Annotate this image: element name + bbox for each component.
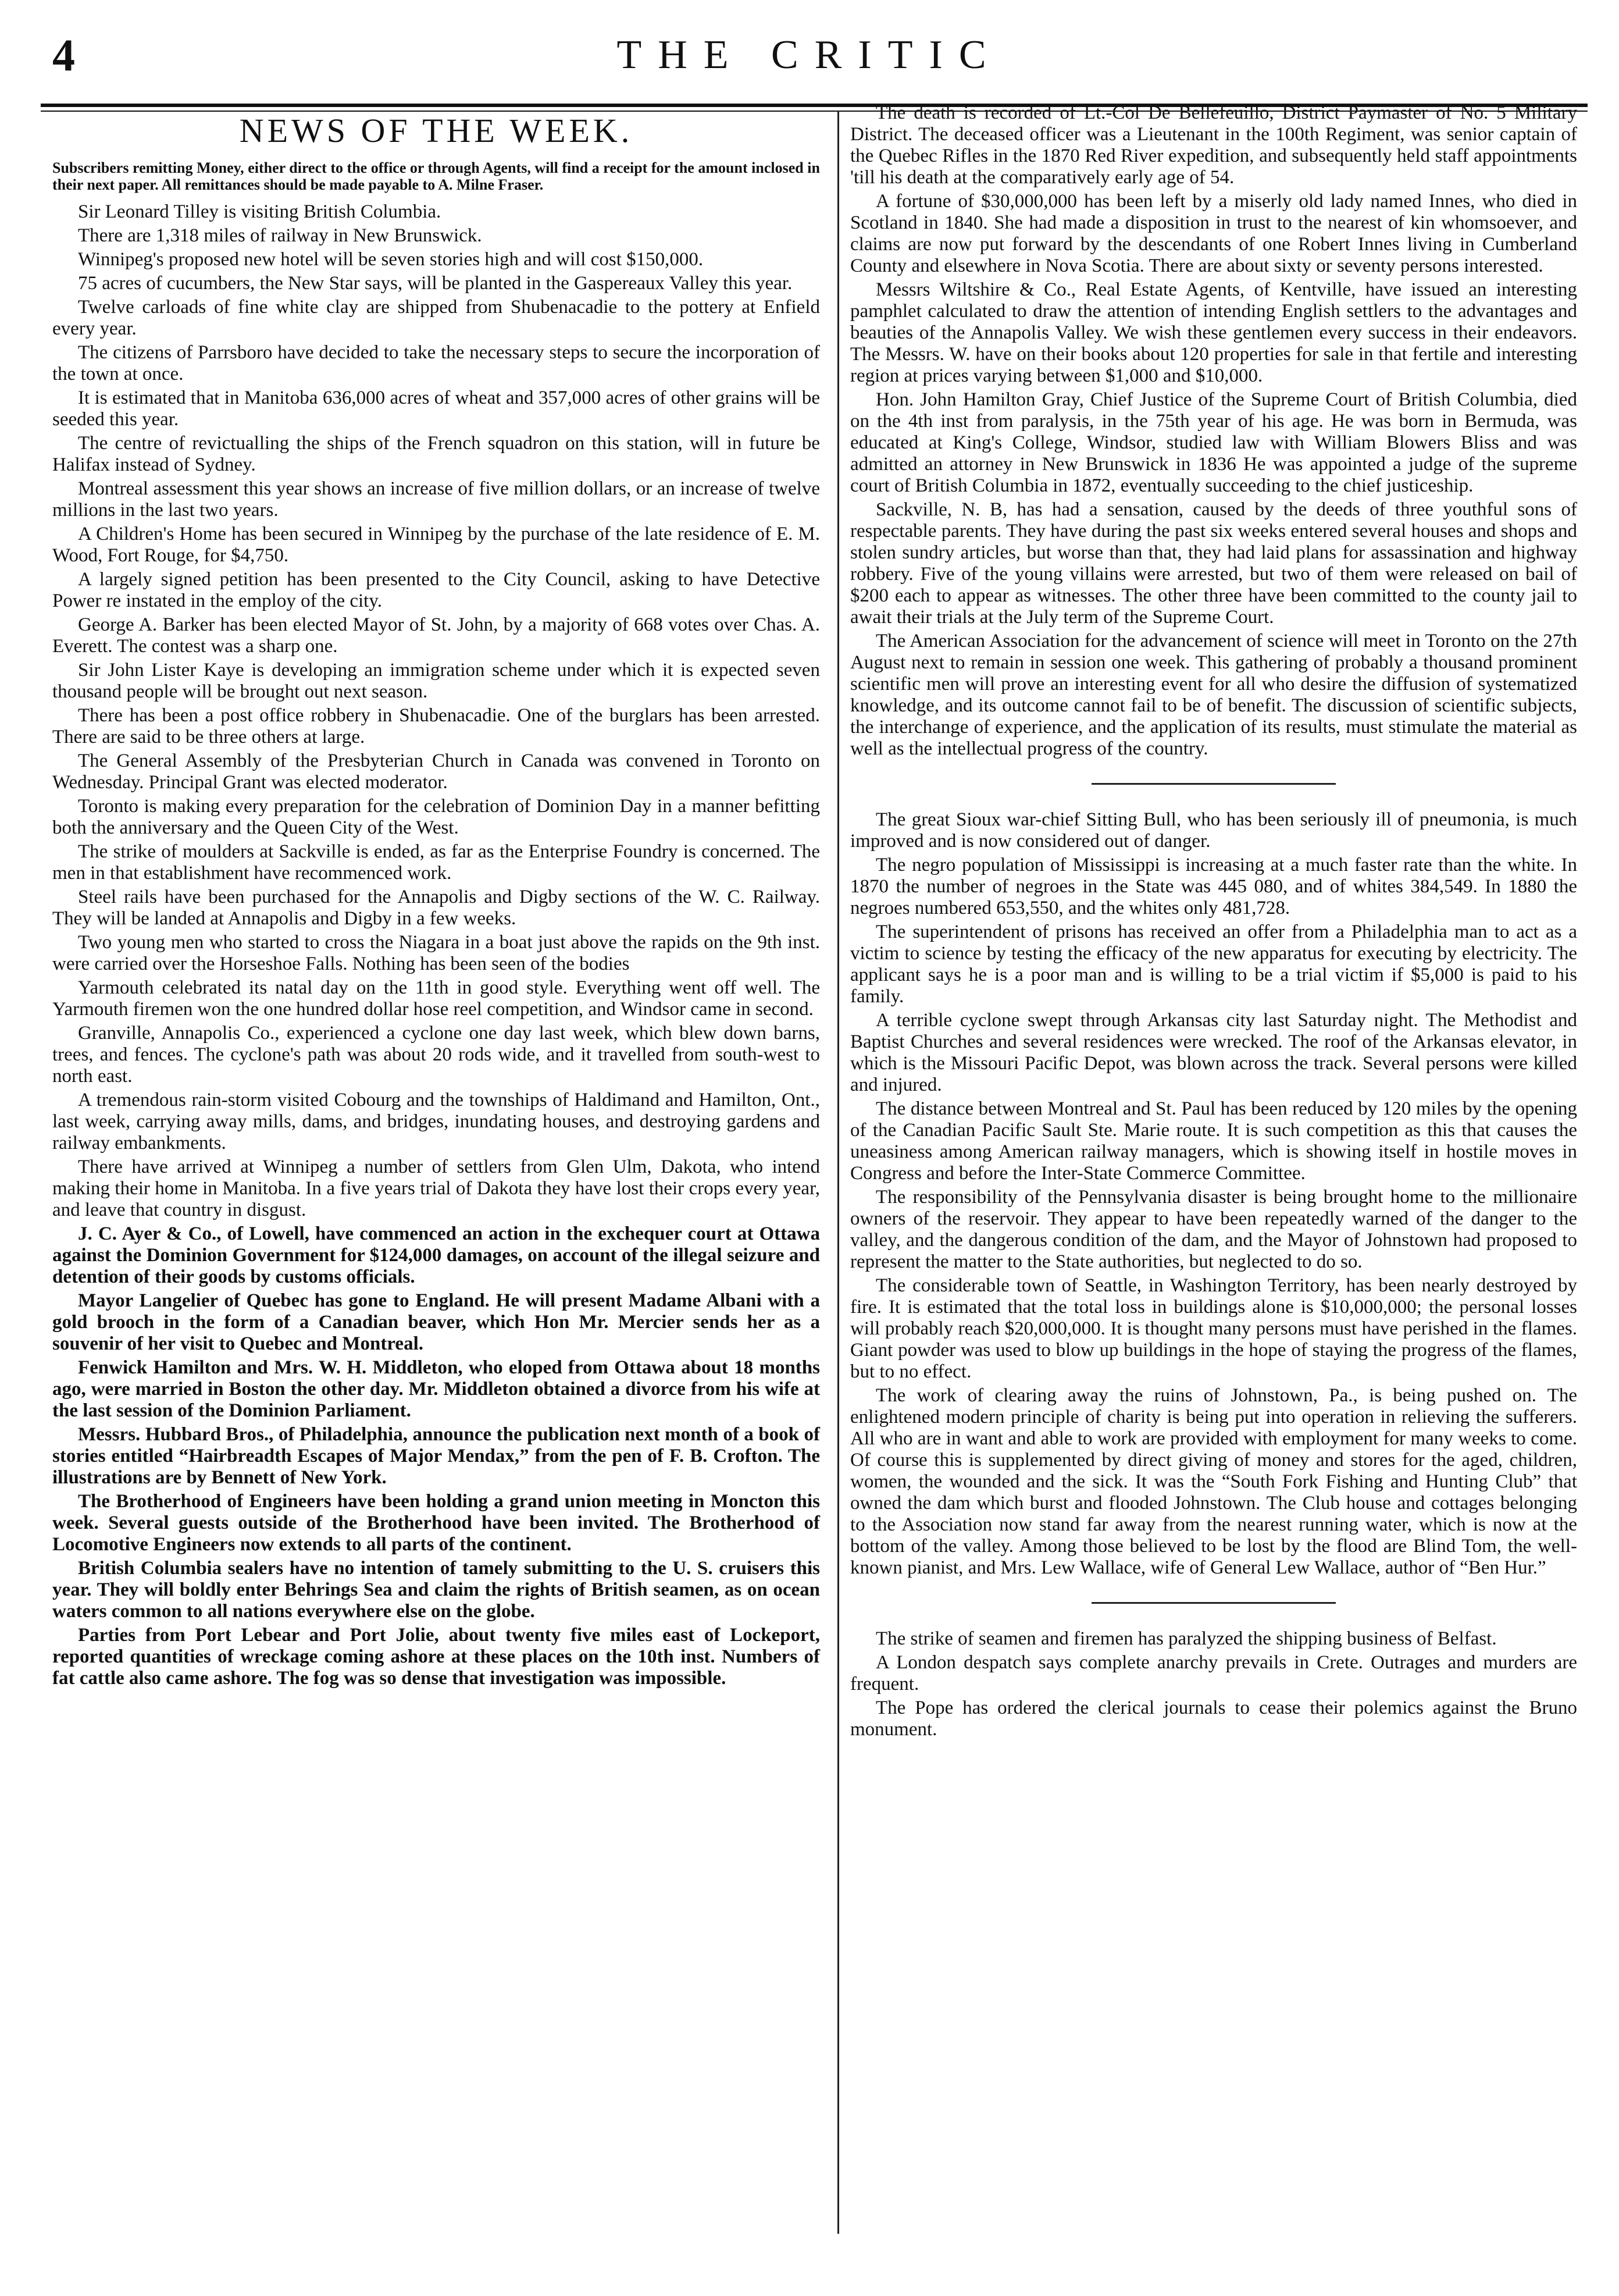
news-item-bold: Parties from Port Lebear and Port Jolie, about twenty five miles east of Lockeport, reported quantities of wreckage coming ashore at these places on the 10th inst. Numbers of fat cattle also came ashore. The fog was so dense that investigation was impossible.: [52, 1625, 820, 1689]
news-item: The work of clearing away the ruins of Johnstown, Pa., is being pushed on. The enlightened modern principle of charity is being put into operation in relieving the sufferers. All who are in want and able to work are provided with employment for many weeks to come. Of course this is supplemented by direct giving of money and stores for the aged, children, women, the wounded and the sick. It was the “South Fork Fishing and Hunting Club” that owned the dam which burst and flooded Johnstown. The Club house and cottages belonging to the Association now stand far away from the nearest running water, which is now at the bottom of the valley. Among those believed to be lost by the flood are Blind Tom, the well-known pianist, and Mrs. Lew Wallace, wife of General Lew Wallace, author of “Ben Hur.”: [850, 1385, 1577, 1578]
publication-title: THE CRITIC: [616, 33, 1003, 77]
news-item: Winnipeg's proposed new hotel will be seven stories high and will cost $150,000.: [78, 249, 704, 270]
news-item-bold: The Brotherhood of Engineers have been holding a grand union meeting in Moncton this week. Several guests outside of the Brotherhood have been invited. The Brotherhood of Locomotive Engineers now extends to all parts of the continent.: [52, 1491, 820, 1555]
news-item: George A. Barker has been elected Mayor of St. John, by a majority of 668 votes over Chas. A. Everett. The contest was a sharp one.: [52, 614, 820, 657]
news-item: There have arrived at Winnipeg a number of settlers from Glen Ulm, Dakota, who intend making their home in Manitoba. In a five years trial of Dakota they have lost their crops every year, and leave that country in disgust.: [52, 1156, 820, 1220]
news-item: A tremendous rain-storm visited Cobourg and the townships of Haldimand and Hamilton, Ont., last week, carrying away mills, dams, and bridges, inundating houses, and destroying gardens and railway embankments.: [52, 1090, 820, 1154]
news-item: A terrible cyclone swept through Arkansas city last Saturday night. The Methodist and Baptist Churches and several residences were wrecked. The roof of the Arkansas elevator, in which is the Missouri Pacific Depot, was blown across the track. Several persons were killed and injured.: [850, 1010, 1577, 1095]
news-item: Toronto is making every preparation for the celebration of Dominion Day in a manner befitting both the anniversary and the Queen City of the West.: [52, 796, 820, 838]
news-item: Two young men who started to cross the Niagara in a boat just above the rapids on the 9th inst. were carried over the Horseshoe Falls. Nothing has been seen of the bodies: [52, 932, 820, 974]
masthead: [0, 29, 1619, 81]
news-item: The considerable town of Seattle, in Washington Territory, has been nearly destroyed by fire. It is estimated that the total loss in buildings alone is $10,000,000; the personal losses will probably reach $20,000,000. It is thought many persons must have perished in the flames. Giant powder was used to blow up buildings in the hope of staying the progress of the flames, but to no effect.: [850, 1275, 1577, 1382]
news-item: The centre of revictualling the ships of the French squadron on this station, will in future be Halifax instead of Sydney.: [52, 433, 820, 475]
news-item: The General Assembly of the Presbyterian Church in Canada was convened in Toronto on Wednesday. Principal Grant was elected moderator.: [52, 750, 820, 793]
news-item: Sir John Lister Kaye is developing an immigration scheme under which it is expected seven thousand people will be brought out next season.: [52, 660, 820, 702]
news-item: A Children's Home has been secured in Winnipeg by the purchase of the late residence of E. M. Wood, Fort Rouge, for $4,750.: [52, 524, 820, 566]
right-column: [850, 102, 1577, 1743]
news-item: The strike of seamen and firemen has paralyzed the shipping business of Belfast.: [876, 1628, 1497, 1649]
news-item: The strike of moulders at Sackville is ended, as far as the Enterprise Foundry is concerned. The men in that establishment have recommenced work.: [52, 841, 820, 884]
subscriber-notice: Subscribers remitting Money, either direct to the office or through Agents, will find a receipt for the amount inclosed in their next paper. All remittances should be made payable to A. Milne Fraser.: [52, 159, 820, 193]
news-item: The death is recorded of Lt.-Col De Bellefeuillo, District Paymaster of No. 5 Military District. The deceased officer was a Lieutenant in the 100th Regiment, was senior captain of the Quebec Rifles in the 1870 Red River expedition, and subsequently held staff appointments 'till his death at the comparatively early age of 54.: [850, 102, 1577, 188]
news-item: Sir Leonard Tilley is visiting British Columbia.: [78, 201, 441, 222]
news-item: Sackville, N. B, has had a sensation, caused by the deeds of three youthful sons of respectable parents. They have during the past six weeks entered several houses and shops and stolen sundry articles, but worse than that, they had laid plans for assassination and highway robbery. Five of the young villains were arrested, but two of them were released on bail of $200 each to appear as witnesses. The other three have been committed to the county jail to await their trials at the July term of the Supreme Court.: [850, 499, 1577, 628]
news-item: The negro population of Mississippi is increasing at a much faster rate than the white. In 1870 the number of negroes in the State was 445 080, and of whites 384,549. In 1880 the negroes numbered 653,550, and the whites only 481,728.: [850, 855, 1577, 919]
news-item: The superintendent of prisons has received an offer from a Philadelphia man to act as a victim to science by testing the efficacy of the new apparatus for executing by electricity. The applicant says he is a poor man and is willing to be a trial victim if $5,000 is paid to his family.: [850, 921, 1577, 1007]
news-item-bold: Messrs. Hubbard Bros., of Philadelphia, announce the publication next month of a book of stories entitled “Hairbreadth Escapes of Major Mendax,” from the pen of F. B. Crofton. The illustrations are by Bennett of New York.: [52, 1424, 820, 1488]
news-item: A largely signed petition has been presented to the City Council, asking to have Detective Power re instated in the employ of the city.: [52, 569, 820, 611]
section-separator: [1092, 1602, 1336, 1604]
news-item: Hon. John Hamilton Gray, Chief Justice of the Supreme Court of British Columbia, died on the 4th inst from paralysis, in the 75th year of his age. He was born in Bermuda, was educated at King's College, Windsor, studied law with William Blowers Bliss and was admitted an attorney in New Brunswick in 1836 He was appointed a judge of the supreme court of British Columbia in 1872, eventually succeeding to the chief justiceship.: [850, 389, 1577, 496]
section-separator: [1092, 783, 1336, 785]
news-item: A London despatch says complete anarchy prevails in Crete. Outrages and murders are frequent.: [850, 1652, 1577, 1695]
news-item: Twelve carloads of fine white clay are shipped from Shubenacadie to the pottery at Enfield every year.: [52, 297, 820, 339]
news-item: Yarmouth celebrated its natal day on the 11th in good style. Everything went off well. The Yarmouth firemen won the one hundred dollar hose reel competition, and Windsor came in second.: [52, 977, 820, 1020]
section-title: NEWS OF THE WEEK.: [239, 112, 633, 149]
news-item-bold: British Columbia sealers have no intention of tamely submitting to the U. S. cruisers this year. They will boldly enter Behrings Sea and claim the rights of British seamen, as on ocean waters common to all nations everywhere else on the globe.: [52, 1558, 820, 1622]
news-item: Messrs Wiltshire & Co., Real Estate Agents, of Kentville, have issued an interesting pamphlet calculated to draw the attention of intending English settlers to the advantages and beauties of the Annapolis Valley. We wish these gentlemen every success in their endeavors. The Messrs. W. have on their books about 120 properties for sale in that fertile and interesting region at prices varying between $1,000 and $10,000.: [850, 279, 1577, 386]
news-item: There are 1,318 miles of railway in New Brunswick.: [78, 225, 482, 246]
left-column: [52, 98, 820, 1692]
news-item: The Pope has ordered the clerical journals to cease their polemics against the Bruno monument.: [850, 1697, 1577, 1740]
news-item: The American Association for the advancement of science will meet in Toronto on the 27th August next to remain in session one week. This gathering of probably a thousand prominent scientific men will prove an interesting event for all who desire the diffusion of systematized knowledge, and its outcome cannot fail to be of benefit. The discussion of scientific subjects, the interchange of experience, and the application of its results, must stimulate the material as well as the intellectual progress of the country.: [850, 631, 1577, 759]
news-item: The distance between Montreal and St. Paul has been reduced by 120 miles by the opening of the Canadian Pacific Sault Ste. Marie route. It is such competition as this that causes the uneasiness among American railway managers, which is showing itself in hostile moves in Congress and before the Inter-State Commerce Committee.: [850, 1098, 1577, 1184]
news-item: Granville, Annapolis Co., experienced a cyclone one day last week, which blew down barns, trees, and fences. The cyclone's path was about 20 rods wide, and it travelled from south-west to north east.: [52, 1023, 820, 1087]
news-item: 75 acres of cucumbers, the New Star says, will be planted in the Gaspereaux Valley this year.: [78, 273, 793, 294]
news-item: A fortune of $30,000,000 has been left by a miserly old lady named Innes, who died in Scotland in 1840. She had made a disposition in trust to the nearest of kin whomsoever, and claims are now put forward by the descendants of one Robert Innes living in Cumberland County and elsewhere in Nova Scotia. There are about sixty or seventy persons interested.: [850, 191, 1577, 276]
news-item: Steel rails have been purchased for the Annapolis and Digby sections of the W. C. Railway. They will be landed at Annapolis and Digby in a few weeks.: [52, 887, 820, 929]
news-item: There has been a post office robbery in Shubenacadie. One of the burglars has been arrested. There are said to be three others at large.: [52, 705, 820, 747]
news-item-bold: Fenwick Hamilton and Mrs. W. H. Middleton, who eloped from Ottawa about 18 months ago, were married in Boston the other day. Mr. Middleton obtained a divorce from his wife at the last session of the Dominion Parliament.: [52, 1357, 820, 1421]
news-item: Montreal assessment this year shows an increase of five million dollars, or an increase of twelve millions in the last two years.: [52, 478, 820, 521]
news-item-bold: J. C. Ayer & Co., of Lowell, have commenced an action in the exchequer court at Ottawa against the Dominion Government for $124,000 damages, on account of the illegal seizure and detention of their goods by customs officials.: [52, 1223, 820, 1287]
news-item: It is estimated that in Manitoba 636,000 acres of wheat and 357,000 acres of other grains will be seeded this year.: [52, 387, 820, 430]
page-number: 4: [52, 30, 75, 80]
column-divider: [837, 111, 839, 2234]
news-item-bold: Mayor Langelier of Quebec has gone to England. He will present Madame Albani with a gold brooch in the form of a Canadian beaver, which Hon Mr. Mercier sends her as a souvenir of her visit to Quebec and Montreal.: [52, 1290, 820, 1354]
news-item: The great Sioux war-chief Sitting Bull, who has been seriously ill of pneumonia, is much improved and is now considered out of danger.: [850, 809, 1577, 852]
news-item: The citizens of Parrsboro have decided to take the necessary steps to secure the incorporation of the town at once.: [52, 342, 820, 385]
news-item: The responsibility of the Pennsylvania disaster is being brought home to the millionaire owners of the reservoir. They appear to have been repeatedly warned of the danger to the valley, and the dangerous condition of the dam, and the Mayor of Johnstown had proposed to represent the matter to the State authorities, but neglected to do so.: [850, 1187, 1577, 1272]
